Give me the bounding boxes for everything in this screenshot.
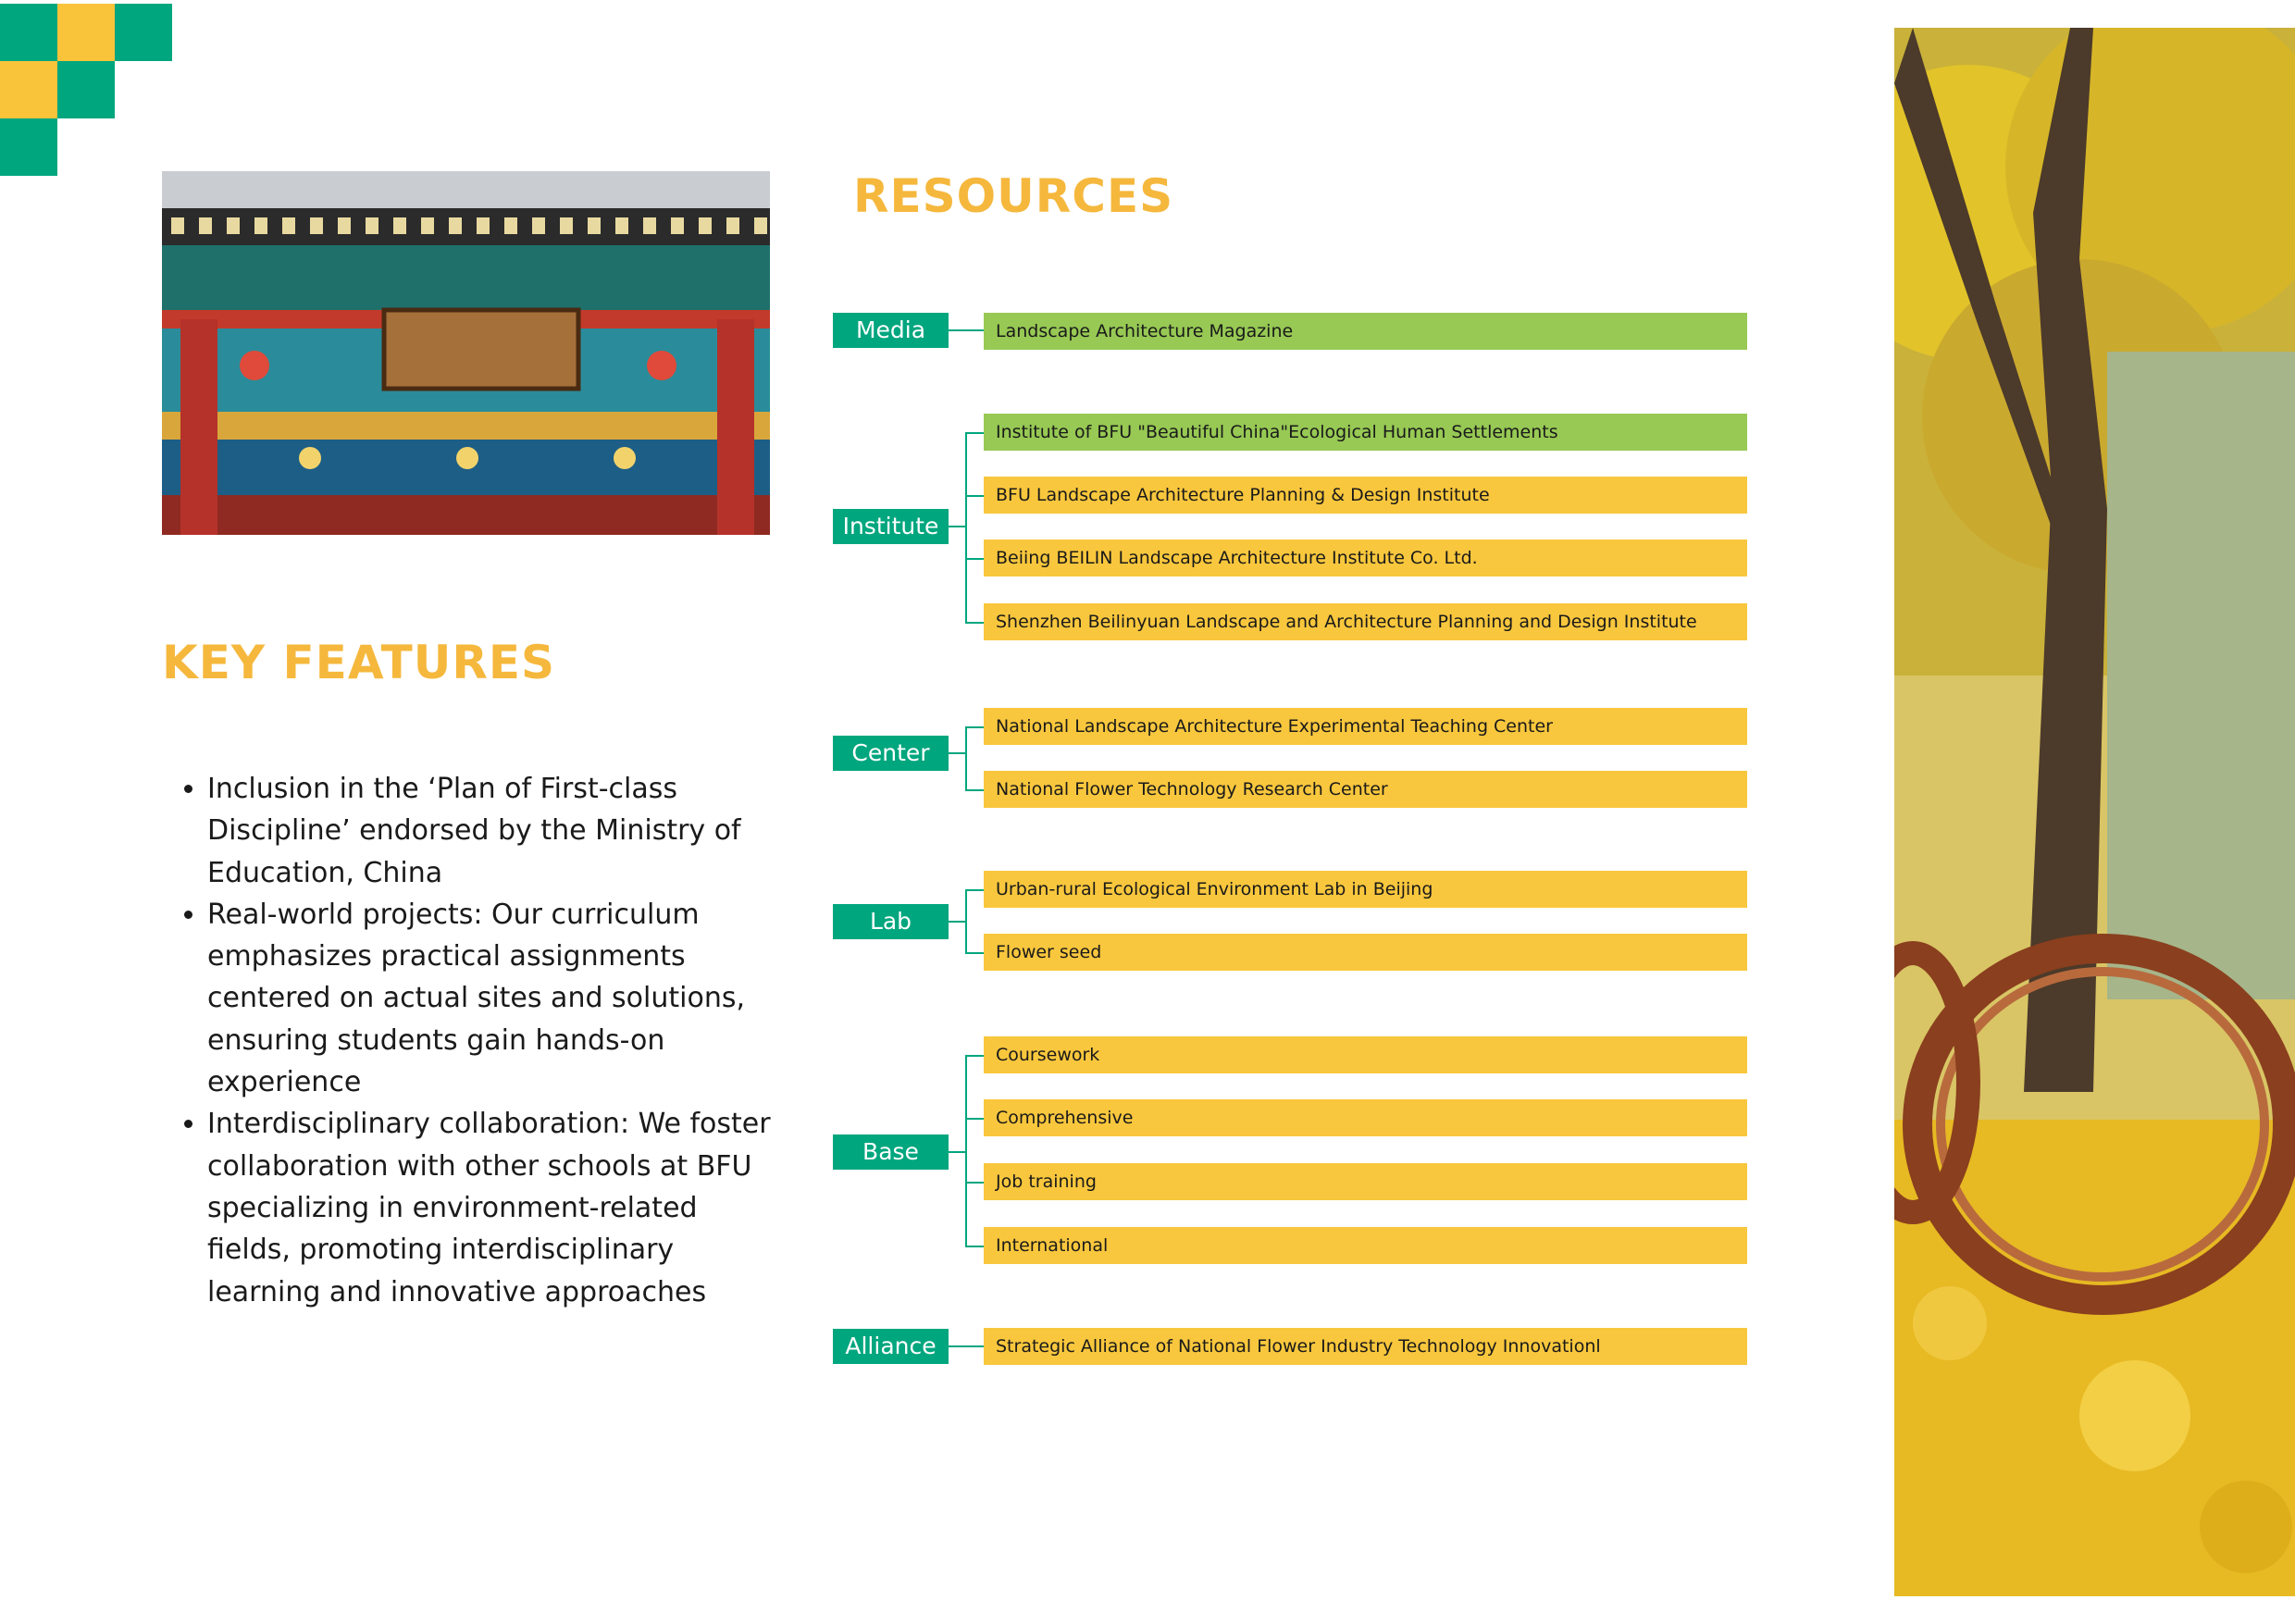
gate-photo: [162, 171, 770, 535]
resource-item: Coursework: [984, 1036, 1747, 1073]
resource-item: National Flower Technology Research Center: [984, 771, 1747, 808]
connector-line: [965, 1182, 984, 1184]
resource-item: National Landscape Architecture Experimental Teaching Center: [984, 708, 1747, 745]
feature-item: • Interdisciplinary collaboration: We foster collaboration with other schools at BFU specializing in environment-related fields, promoting interdisciplinary learning and innovative approaches: [207, 1103, 781, 1312]
key-features-list: [167, 768, 781, 1313]
connector-line: [965, 558, 984, 560]
connector-line: [949, 526, 967, 527]
category-center: Center: [833, 736, 949, 771]
connector-line: [965, 432, 967, 624]
connector-line: [965, 1055, 967, 1247]
feature-item: • Inclusion in the ‘Plan of First-class Discipline’ endorsed by the Ministry of Education, China: [207, 768, 781, 894]
resource-item: Urban-rural Ecological Environment Lab in Beijing: [984, 871, 1747, 908]
feature-item: • Real-world projects: Our curriculum emphasizes practical assignments centered on actual sites and solutions, ensuring students gain hands-on experience: [207, 894, 781, 1103]
key-features-heading: KEY FEATURES: [162, 636, 556, 689]
resource-item: Comprehensive: [984, 1099, 1747, 1136]
resource-item: International: [984, 1227, 1747, 1264]
category-media: Media: [833, 313, 949, 348]
connector-line: [965, 889, 967, 954]
connector-line: [965, 1118, 984, 1120]
connector-line: [965, 726, 984, 728]
resource-item: Strategic Alliance of National Flower Industry Technology Innovationl: [984, 1328, 1747, 1365]
connector-line: [965, 789, 984, 791]
connector-line: [965, 952, 984, 954]
resource-item: Institute of BFU "Beautiful China"Ecological Human Settlements: [984, 414, 1747, 451]
resource-item: Shenzhen Beilinyuan Landscape and Architecture Planning and Design Institute: [984, 603, 1747, 640]
autumn-campus-photo: [1894, 28, 2295, 1596]
category-lab: Lab: [833, 904, 949, 939]
connector-line: [965, 495, 984, 497]
connector-line: [949, 752, 967, 754]
resources-heading: RESOURCES: [853, 169, 1174, 223]
connector-line: [965, 889, 984, 891]
resource-item: Job training: [984, 1163, 1747, 1200]
category-base: Base: [833, 1134, 949, 1170]
connector-line: [965, 432, 984, 434]
connector-line: [949, 1345, 984, 1347]
category-institute: Institute: [833, 509, 949, 544]
connector-line: [965, 1055, 984, 1057]
connector-line: [965, 1246, 984, 1247]
connector-line: [949, 921, 967, 923]
resource-item: BFU Landscape Architecture Planning & Design Institute: [984, 477, 1747, 514]
category-alliance: Alliance: [833, 1329, 949, 1364]
resource-item: Flower seed: [984, 934, 1747, 971]
connector-line: [949, 329, 984, 331]
resource-item: Landscape Architecture Magazine: [984, 313, 1747, 350]
connector-line: [949, 1151, 967, 1153]
connector-line: [965, 726, 967, 791]
resource-item: Beiing BEILIN Landscape Architecture Institute Co. Ltd.: [984, 539, 1747, 576]
connector-line: [965, 622, 984, 624]
